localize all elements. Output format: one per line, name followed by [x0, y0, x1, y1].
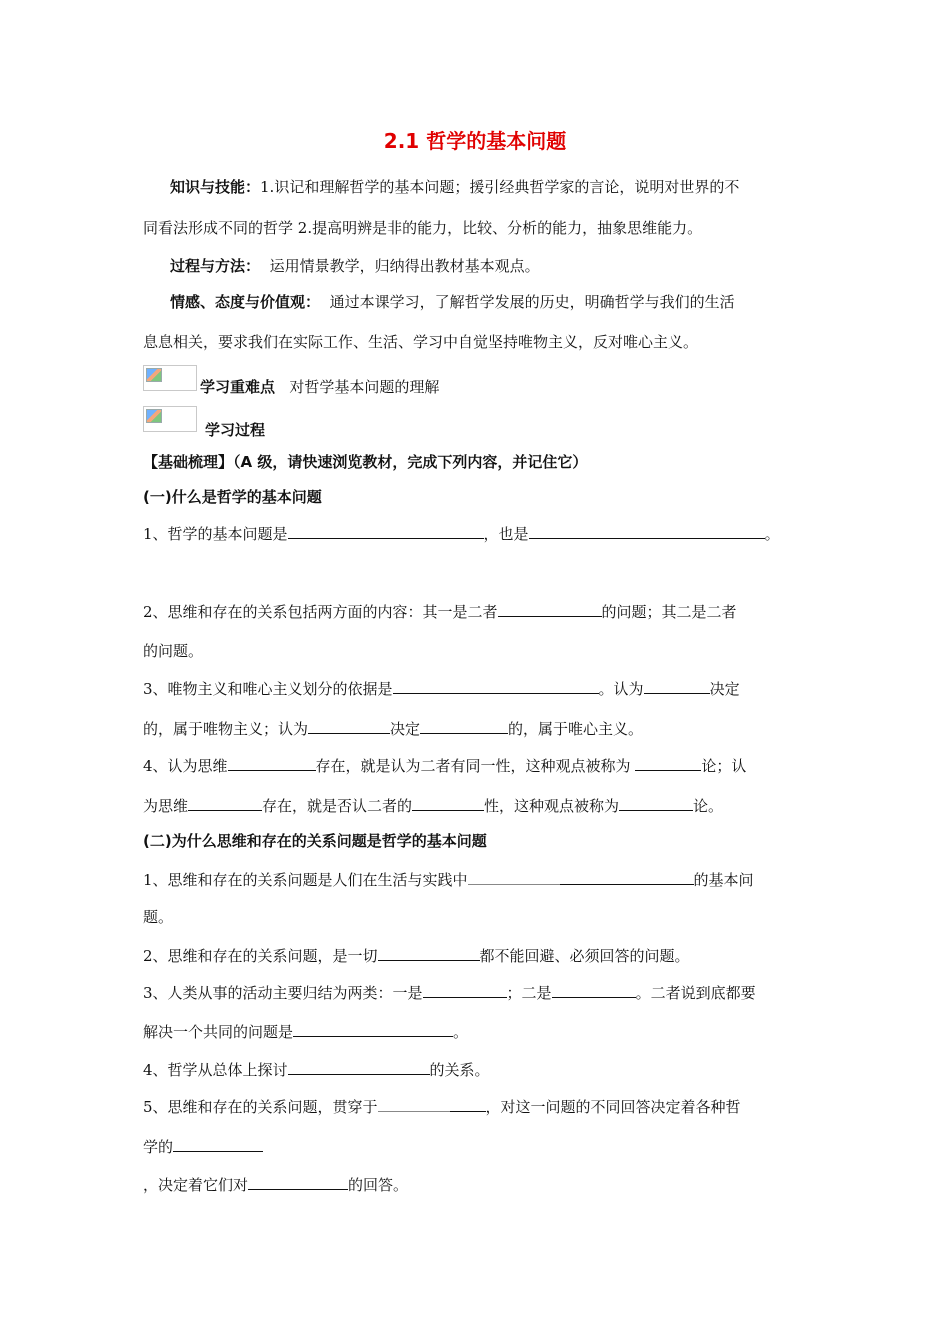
s2-q5: 5、思维和存在的关系问题，贯穿于 ，对这一问题的不同回答决定着各种哲	[143, 1098, 741, 1116]
key-points-line	[200, 377, 439, 397]
fill-blank[interactable]	[619, 795, 693, 811]
fill-blank[interactable]	[420, 718, 508, 734]
broken-image-icon	[143, 406, 197, 432]
s2-q5-cont-2: ，决定着它们对 的回答。	[143, 1176, 409, 1194]
emotion-label: 情感、态度与价值观：	[170, 293, 321, 311]
fill-blank[interactable]	[188, 795, 262, 811]
fill-blank[interactable]	[412, 795, 484, 811]
basics-instruction: （A 级，请快速浏览教材，完成下列内容，并记住它）	[233, 453, 588, 471]
page-title: 2.1 哲学的基本问题	[383, 129, 567, 153]
fill-blank[interactable]	[529, 523, 765, 539]
process-line	[170, 256, 540, 276]
fill-blank[interactable]	[378, 1096, 450, 1112]
fill-blank[interactable]	[552, 982, 636, 998]
fill-blank[interactable]	[228, 755, 316, 771]
fill-blank[interactable]	[288, 523, 484, 539]
section1-heading: (一)什么是哲学的基本问题	[143, 488, 322, 506]
knowledge-line-1	[170, 177, 739, 197]
key-points-label: 学习重难点	[200, 378, 276, 396]
s2-q1: 1、思维和存在的关系问题是人们在生活与实践中 的基本问	[143, 871, 754, 889]
emotion-line-1	[170, 292, 735, 312]
s2-q3-cont: 解决一个共同的问题是 。	[143, 1023, 469, 1041]
process-text: 运用情景教学，归纳得出教材基本观点。	[269, 257, 540, 275]
fill-blank[interactable]	[644, 678, 710, 694]
fill-blank[interactable]	[635, 755, 701, 771]
fill-blank[interactable]	[308, 718, 390, 734]
s2-q2: 2、思维和存在的关系问题，是一切 都不能回避、必须回答的问题。	[143, 947, 690, 965]
s2-q5-cont: 学的	[143, 1136, 263, 1157]
fill-blank[interactable]	[560, 869, 694, 885]
fill-blank[interactable]	[393, 678, 599, 694]
process-label: 过程与方法：	[170, 257, 261, 275]
s1-q3: 3、唯物主义和唯心主义划分的依据是 。认为 决定	[143, 680, 740, 698]
fill-blank[interactable]	[378, 945, 480, 961]
s2-q1-cont: 题。	[143, 908, 174, 926]
knowledge-text-1: 1.识记和理解哲学的基本问题；援引经典哲学家的言论，说明对世界的不	[260, 178, 740, 196]
s1-q4: 4、认为思维 存在，就是认为二者有同一性，这种观点被称为 论；认	[143, 757, 747, 775]
fill-blank[interactable]	[498, 601, 602, 617]
fill-blank[interactable]	[173, 1136, 263, 1152]
fill-blank[interactable]	[450, 1096, 486, 1112]
s1-q2: 2、思维和存在的关系包括两方面的内容：其一是二者 的问题；其二是二者	[143, 603, 737, 621]
emotion-text-1: 通过本课学习，了解哲学发展的历史，明确哲学与我们的生活	[329, 293, 735, 311]
section2-heading: (二)为什么思维和存在的关系问题是哲学的基本问题	[143, 832, 487, 850]
basics-line	[143, 452, 587, 472]
fill-blank[interactable]	[468, 869, 560, 885]
knowledge-label: 知识与技能：	[170, 178, 261, 196]
s1-q3-cont: 的，属于唯物主义；认为 决定 的，属于唯心主义。	[143, 720, 644, 738]
s1-q1: 1、哲学的基本问题是 ，也是 。	[143, 525, 780, 543]
fill-blank[interactable]	[293, 1021, 453, 1037]
emotion-line-2: 息息相关，要求我们在实际工作、生活、学习中自觉坚持唯物主义，反对唯心主义。	[143, 333, 699, 351]
broken-image-icon	[143, 365, 197, 391]
knowledge-line-2: 同看法形成不同的哲学 2.提高明辨是非的能力，比较、分析的能力，抽象思维能力。	[143, 219, 703, 237]
fill-blank[interactable]	[423, 982, 507, 998]
fill-blank[interactable]	[248, 1174, 348, 1190]
process-heading: 学习过程	[205, 421, 266, 439]
fill-blank[interactable]	[288, 1059, 430, 1075]
s2-q3: 3、人类从事的活动主要归结为两类：一是 ；二是 。二者说到底都要	[143, 984, 756, 1002]
s1-q2-cont: 的问题。	[143, 642, 204, 660]
s1-q4-cont: 为思维 存在，就是否认二者的 性，这种观点被称为 论。	[143, 797, 724, 815]
key-points-text: 对哲学基本问题的理解	[289, 378, 440, 396]
basics-label: 【基础梳理】	[143, 453, 234, 471]
s2-q4: 4、哲学从总体上探讨 的关系。	[143, 1061, 490, 1079]
